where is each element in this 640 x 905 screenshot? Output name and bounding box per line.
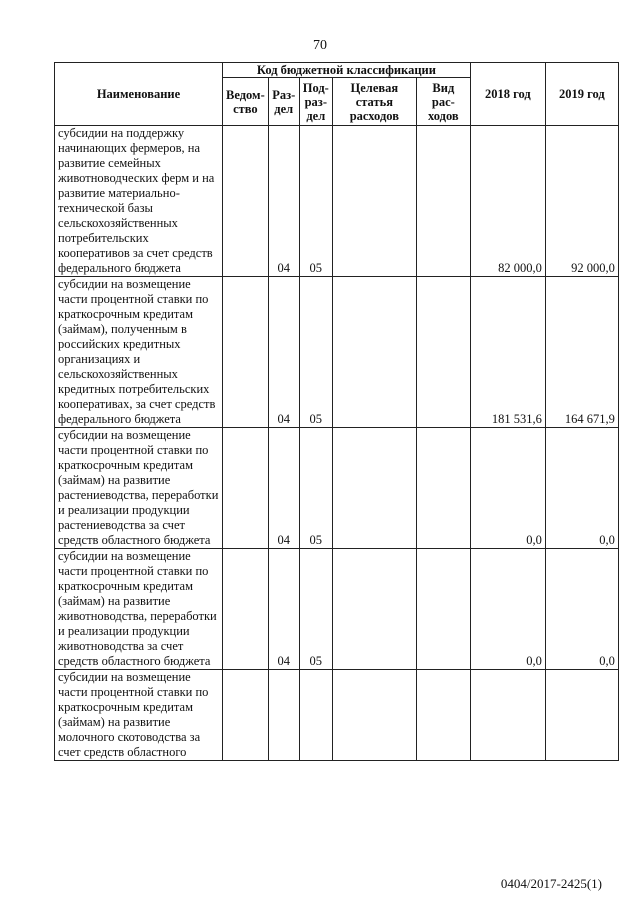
row-expense-type — [416, 126, 470, 277]
row-razdel — [268, 670, 299, 761]
row-value-2018 — [470, 670, 545, 761]
row-vedomstvo — [223, 670, 269, 761]
row-vedomstvo — [223, 428, 269, 549]
row-podrazdel — [299, 670, 332, 761]
row-value-2018: 0,0 — [470, 428, 545, 549]
row-name: субсидии на возмещение части процентной ставки по краткосрочным кредитам (займам) на развитие молочного скотоводства за счет средств областного — [55, 670, 223, 761]
header-year-2019: 2019 год — [545, 63, 618, 126]
row-razdel: 04 — [268, 428, 299, 549]
row-podrazdel: 05 — [299, 428, 332, 549]
row-expense-type — [416, 549, 470, 670]
row-name: субсидии на возмещение части процентной ставки по краткосрочным кредитам (займам) на развитие растениеводства, переработки и реализации продукции растениеводства за счет средств областного бюджета — [55, 428, 223, 549]
header-vedomstvo: Ведом-ство — [223, 78, 269, 126]
row-name: субсидии на поддержку начинающих фермеров, на развитие семейных животноводческих ферм и на развитие материально-технической базы сельскохозяйственных потребительских кооперативов за счет средств федерального бюджета — [55, 126, 223, 277]
document-code: 0404/2017-2425(1) — [500, 876, 602, 891]
row-value-2019: 92 000,0 — [545, 126, 618, 277]
table-row — [55, 126, 619, 277]
table-row — [55, 277, 619, 428]
row-expense-type — [416, 277, 470, 428]
table-row — [55, 549, 619, 670]
header-classification-group: Код бюджетной классификации — [223, 63, 471, 78]
row-value-2018: 181 531,6 — [470, 277, 545, 428]
row-razdel: 04 — [268, 277, 299, 428]
row-vedomstvo — [223, 126, 269, 277]
header-razdel: Раз-дел — [268, 78, 299, 126]
row-target — [332, 549, 416, 670]
row-name: субсидии на возмещение части процентной ставки по краткосрочным кредитам (займам), полученным в российских кредитных организациях и сельскохозяйственных кредитных потребительских кооперативах, за счет средств федерального бюджета — [55, 277, 223, 428]
row-value-2019 — [545, 670, 618, 761]
budget-table — [54, 62, 619, 761]
page-number: 70 — [313, 38, 327, 53]
row-podrazdel: 05 — [299, 126, 332, 277]
row-value-2018: 82 000,0 — [470, 126, 545, 277]
row-value-2019: 164 671,9 — [545, 277, 618, 428]
table-row — [55, 428, 619, 549]
header-year-2018: 2018 год — [470, 63, 545, 126]
header-expense-type: Вид рас-ходов — [416, 78, 470, 126]
row-vedomstvo — [223, 277, 269, 428]
row-value-2019: 0,0 — [545, 549, 618, 670]
row-expense-type — [416, 428, 470, 549]
header-name: Наименование — [55, 63, 223, 126]
header-podrazdel: Под-раз-дел — [299, 78, 332, 126]
header-target-article: Целевая статья расходов — [332, 78, 416, 126]
row-target — [332, 428, 416, 549]
row-expense-type — [416, 670, 470, 761]
row-target — [332, 277, 416, 428]
row-name: субсидии на возмещение части процентной ставки по краткосрочным кредитам (займам) на развитие животноводства, переработки и реализации продукции животноводства за счет средств областного бюджета — [55, 549, 223, 670]
row-razdel: 04 — [268, 549, 299, 670]
table-row — [55, 670, 619, 761]
row-target — [332, 126, 416, 277]
row-value-2019: 0,0 — [545, 428, 618, 549]
row-vedomstvo — [223, 549, 269, 670]
row-target — [332, 670, 416, 761]
row-podrazdel: 05 — [299, 549, 332, 670]
row-razdel: 04 — [268, 126, 299, 277]
row-podrazdel: 05 — [299, 277, 332, 428]
row-value-2018: 0,0 — [470, 549, 545, 670]
